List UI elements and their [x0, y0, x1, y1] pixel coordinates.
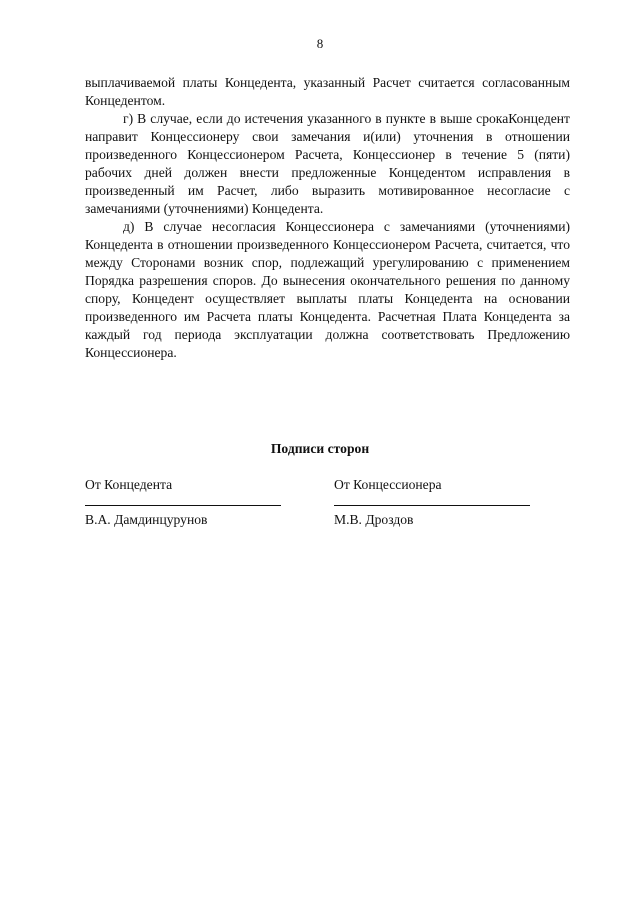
signatory-name-concessionaire: М.В. Дроздов — [334, 512, 414, 527]
signatory-name-grantor: В.А. Дамдинцурунов — [85, 512, 208, 527]
signature-label-grantor: От Концедента — [85, 477, 173, 492]
paragraph-continuation: выплачиваемой платы Концедента, указанный Расчет считается согласованным Концедентом. — [85, 75, 570, 108]
signature-block-concessionaire — [334, 476, 534, 529]
page-number: 8 — [316, 36, 324, 51]
paragraph-g: г) В случае, если до истечения указанного в пункте в выше срокаКонцедент направит Концессионеру свои замечания и(или) уточнения в отношении произведенного Концессионером Расчета, Концессионер в течение 5 (пяти) рабочих дней должен внести предложенные Концедентом исправления в произведенный им Расчет, либо выразить мотивированное несогласие с замечаниями (уточнениями) Концедента. — [85, 111, 570, 216]
signature-line-concessionaire — [334, 505, 530, 506]
signatures-title: Подписи сторон — [270, 441, 370, 456]
signature-label-concessionaire: От Концессионера — [334, 477, 442, 492]
signature-line-grantor — [85, 505, 281, 506]
signature-block-grantor — [85, 476, 285, 529]
paragraph-d: д) В случае несогласия Концессионера с замечаниями (уточнениями) Концедента в отношении произведенного Концессионером Расчета, считается, что между Сторонами возник спор, подлежащий урегулированию с применением Порядка разрешения споров. До вынесения окончательного решения по данному спору, Концедент осуществляет выплаты платы Концедента на основании произведенного им Расчета платы Концедента. Расчетная Плата Концедента за каждый год периода эксплуатации должна соответствовать Предложению Концессионера. — [85, 219, 570, 360]
document-body — [85, 74, 570, 362]
